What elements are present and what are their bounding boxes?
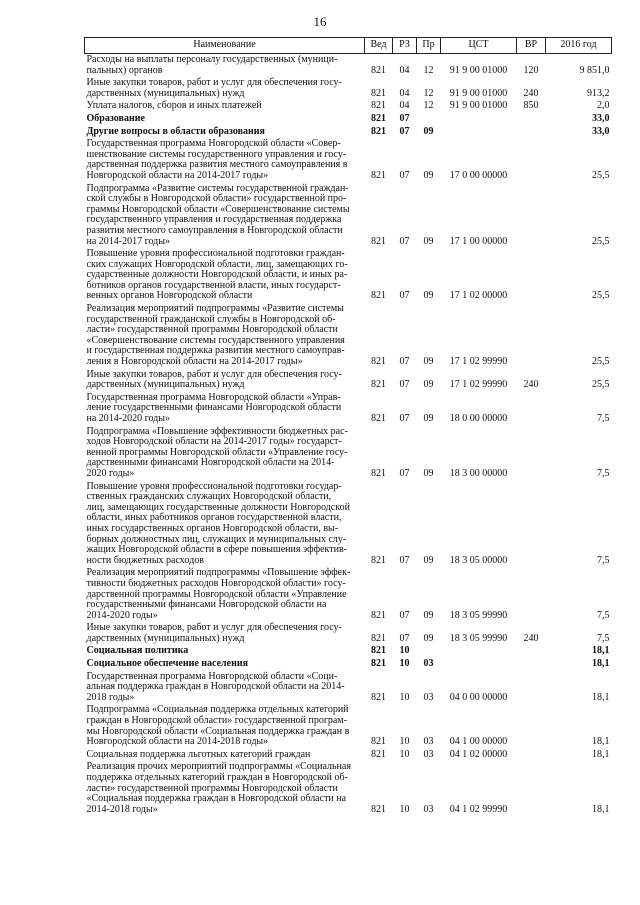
row-ved: 821 xyxy=(371,554,386,566)
row-ved: 821 xyxy=(371,379,386,391)
row-pr: 09 xyxy=(423,554,434,566)
row-pr: 09 xyxy=(423,379,434,391)
row-name: Государственная программа Новгородской области «Управ- ление государственными финансами Новгородской области на 2014-2020 годы» xyxy=(86,391,342,424)
row-ved: 821 xyxy=(371,100,386,112)
row-cst xyxy=(441,112,517,125)
row-pr: 03 xyxy=(423,803,434,815)
row-cst: 18 3 05 99990 xyxy=(449,632,508,644)
table-row xyxy=(85,760,612,815)
row-vr: 850 xyxy=(523,100,539,112)
row-name: Подпрограмма «Развитие системы государственной граждан- ской службы в Новгородской области» государственной про- граммы Новгородской области «Совершенствование системы государственного управления и государственная поддержка развития местного самоуправления в Новгородской области на 2014-2017 годы» xyxy=(86,182,350,247)
row-sum: 7,5 xyxy=(597,632,610,644)
row-name: Подпрограмма «Социальная поддержка отдельных категорий граждан в Новгородской области» государственной програм- мы Новгородской области «Социальная поддержка граждан в Новгородской области на 2014-2018 годы» xyxy=(86,704,350,748)
row-rz: 10 xyxy=(399,803,410,815)
row-sum: 18,1 xyxy=(592,691,610,703)
row-sum: 2,0 xyxy=(597,100,610,112)
row-name: Иные закупки товаров, работ и услуг для обеспечения госу- дарственных (муниципальных) нужд xyxy=(86,622,342,644)
row-sum: 913,2 xyxy=(587,87,610,99)
row-rz: 07 xyxy=(399,467,410,479)
row-vr: 120 xyxy=(523,64,539,76)
row-pr: 09 xyxy=(423,356,434,368)
row-pr: 09 xyxy=(423,413,434,424)
row-rz: 10 xyxy=(399,658,410,670)
row-sum: 25,5 xyxy=(592,235,610,247)
row-rz: 10 xyxy=(399,691,410,703)
row-rz: 04 xyxy=(399,64,410,76)
table-row xyxy=(85,425,612,480)
row-pr xyxy=(417,644,441,657)
row-ved: 821 xyxy=(371,87,386,99)
row-cst: 18 3 05 99990 xyxy=(449,609,508,621)
row-name: Иные закупки товаров, работ и услуг для обеспечения госу- дарственных (муниципальных) нужд xyxy=(86,368,342,391)
row-name: Реализация мероприятий подпрограммы «Повышение эффек- тивности бюджетных расходов Новгородской области» госу- дарственной программы Новгородской области «Управление государственными финансами Новгородской области на 2014-2020 годы» xyxy=(86,567,351,621)
table-row xyxy=(85,391,612,425)
row-pr: 03 xyxy=(423,748,434,760)
row-sum: 25,5 xyxy=(592,379,610,391)
row-sum: 7,5 xyxy=(597,413,610,424)
row-rz: 07 xyxy=(399,125,410,137)
table-row xyxy=(85,657,612,670)
row-cst: 18 3 00 00000 xyxy=(449,467,508,479)
table-row xyxy=(85,54,612,77)
row-ved: 821 xyxy=(371,748,386,760)
row-pr: 09 xyxy=(423,125,434,137)
table-row xyxy=(85,566,612,621)
row-pr: 09 xyxy=(423,169,434,181)
row-pr: 09 xyxy=(423,290,434,302)
row-name: Социальная поддержка льготных категорий граждан xyxy=(86,748,311,760)
row-rz: 07 xyxy=(399,112,410,124)
row-cst: 17 1 02 99990 xyxy=(449,356,508,368)
row-sum: 9 851,0 xyxy=(579,64,610,76)
table-row xyxy=(85,748,612,761)
row-ved: 821 xyxy=(371,413,386,424)
col-header-name: Наименование xyxy=(85,38,365,54)
col-header-rz: РЗ xyxy=(393,38,417,54)
row-name: Социальная политика xyxy=(86,645,189,657)
page-number: 16 xyxy=(313,14,327,29)
row-pr: 09 xyxy=(423,235,434,247)
budget-table xyxy=(84,37,612,815)
row-cst: 04 1 02 99990 xyxy=(449,803,508,815)
row-cst: 17 1 00 00000 xyxy=(449,235,508,247)
table-row xyxy=(85,137,612,181)
row-name: Расходы на выплаты персоналу государственных (муници- пальных) органов xyxy=(86,54,338,76)
row-vr xyxy=(517,566,546,621)
row-cst xyxy=(441,644,517,657)
row-vr xyxy=(517,302,546,368)
table-row xyxy=(85,112,612,125)
row-cst: 17 1 02 00000 xyxy=(449,290,508,302)
col-header-vr: ВР xyxy=(517,38,546,54)
row-vr xyxy=(517,480,546,567)
table-body xyxy=(85,54,612,816)
row-sum: 25,5 xyxy=(592,169,610,181)
row-cst xyxy=(441,125,517,138)
row-vr: 240 xyxy=(523,632,539,644)
row-vr xyxy=(517,391,546,425)
row-pr: 09 xyxy=(423,632,434,644)
row-name: Реализация мероприятий подпрограммы «Развитие системы государственной гражданской службы в Новгородской об- ласти» государственной программы Новгородской области «Совершенствование системы государственного управления и государственная поддержка развития местного самоуправ- ления в Новгородской области на 2014-2017 годы» xyxy=(86,303,345,368)
row-sum: 18,1 xyxy=(592,803,610,815)
row-cst: 17 1 02 99990 xyxy=(449,379,508,391)
table-row xyxy=(85,182,612,248)
row-rz: 07 xyxy=(399,632,410,644)
row-ved: 821 xyxy=(371,356,386,368)
row-sum: 18,1 xyxy=(592,748,610,760)
row-rz: 07 xyxy=(399,554,410,566)
row-vr: 240 xyxy=(523,87,539,99)
row-rz: 07 xyxy=(399,169,410,181)
table-row xyxy=(85,368,612,391)
row-rz: 10 xyxy=(399,736,410,748)
row-rz: 10 xyxy=(399,748,410,760)
row-cst: 17 0 00 00000 xyxy=(449,169,508,181)
row-name: Образование xyxy=(86,112,145,124)
row-pr: 03 xyxy=(423,736,434,748)
row-sum: 25,5 xyxy=(592,356,610,368)
row-ved: 821 xyxy=(371,658,386,670)
row-ved: 821 xyxy=(371,169,386,181)
table-row xyxy=(85,621,612,644)
row-cst: 18 3 05 00000 xyxy=(449,554,508,566)
row-rz: 07 xyxy=(399,290,410,302)
row-ved: 821 xyxy=(371,290,386,302)
row-pr: 12 xyxy=(423,64,434,76)
row-vr xyxy=(517,125,546,138)
row-cst: 91 9 00 01000 xyxy=(449,100,508,112)
row-ved: 821 xyxy=(371,112,386,124)
row-vr xyxy=(517,748,546,761)
table-row xyxy=(85,670,612,704)
row-ved: 821 xyxy=(371,235,386,247)
table-row xyxy=(85,302,612,368)
row-vr xyxy=(517,425,546,480)
row-name: Государственная программа Новгородской области «Соци- альная поддержка граждан в Новгородской области на 2014- 2018 годы» xyxy=(86,670,345,703)
table-row xyxy=(85,480,612,567)
row-vr xyxy=(517,247,546,302)
row-rz: 04 xyxy=(399,87,410,99)
row-rz: 07 xyxy=(399,609,410,621)
row-ved: 821 xyxy=(371,632,386,644)
row-sum: 7,5 xyxy=(597,554,610,566)
table-row xyxy=(85,99,612,112)
row-ved: 821 xyxy=(371,125,386,137)
row-ved: 821 xyxy=(371,803,386,815)
row-cst xyxy=(441,657,517,670)
row-rz: 07 xyxy=(399,235,410,247)
row-vr xyxy=(517,137,546,181)
row-sum: 25,5 xyxy=(592,290,610,302)
row-cst: 04 1 02 00000 xyxy=(449,748,508,760)
row-vr: 240 xyxy=(523,379,539,391)
row-sum: 18,1 xyxy=(592,645,610,657)
row-ved: 821 xyxy=(371,736,386,748)
row-vr xyxy=(517,182,546,248)
row-vr xyxy=(517,657,546,670)
row-sum: 33,0 xyxy=(592,112,610,124)
row-sum: 18,1 xyxy=(592,736,610,748)
row-name: Другие вопросы в области образования xyxy=(86,125,265,137)
row-sum: 18,1 xyxy=(592,658,610,670)
row-ved: 821 xyxy=(371,691,386,703)
row-name: Уплата налогов, сборов и иных платежей xyxy=(86,100,262,112)
col-header-ved: Вед xyxy=(365,38,393,54)
row-rz: 04 xyxy=(399,100,410,112)
row-ved: 821 xyxy=(371,64,386,76)
row-pr: 12 xyxy=(423,100,434,112)
row-vr xyxy=(517,644,546,657)
row-name: Государственная программа Новгородской области «Совер- шенствование системы государственного управления и госу- дарственная поддержка развития местного самоуправления в Новгородской области на 2014-2017 годы» xyxy=(86,138,348,181)
row-pr: 03 xyxy=(423,691,434,703)
row-name: Повышение уровня профессиональной подготовки граждан- ских служащих Новгородской области, лиц, замещающих го- сударственные должности Новгородской области, и иных ра- ботников органов государственной власти, иных государст- венных органов Новгородской области xyxy=(86,248,348,302)
row-cst: 04 1 00 00000 xyxy=(449,736,508,748)
row-sum: 7,5 xyxy=(597,467,610,479)
row-name: Иные закупки товаров, работ и услуг для обеспечения госу- дарственных (муниципальных) нужд xyxy=(86,77,342,99)
table-row xyxy=(85,76,612,99)
row-rz: 07 xyxy=(399,413,410,424)
row-ved: 821 xyxy=(371,609,386,621)
row-name: Реализация прочих мероприятий подпрограммы «Социальная поддержка отдельных категорий граждан в Новгородской об- ласти» государственной программы Новгородской области «Социальная поддержка граждан в Новгородской области на 2014-2018 годы» xyxy=(86,761,351,815)
row-pr xyxy=(417,112,441,125)
row-cst: 91 9 00 01000 xyxy=(449,87,508,99)
row-vr xyxy=(517,112,546,125)
row-ved: 821 xyxy=(371,645,386,657)
row-pr: 09 xyxy=(423,467,434,479)
row-name: Социальное обеспечение населения xyxy=(86,658,249,670)
col-header-cst: ЦСТ xyxy=(441,38,517,54)
row-pr: 12 xyxy=(423,87,434,99)
row-pr: 03 xyxy=(423,658,434,670)
table-row xyxy=(85,703,612,747)
row-vr xyxy=(517,760,546,815)
row-name: Подпрограмма «Повышение эффективности бюджетных рас- ходов Новгородской области на 2014-2017 годы» государст- венной программы Новгородской области «Управление госу- дарственными финансами Новгородской области на 2014- 2020 годы» xyxy=(86,425,348,479)
row-vr xyxy=(517,670,546,704)
table-row xyxy=(85,125,612,138)
row-name: Повышение уровня профессиональной подготовки государ- ственных гражданских служащих Новгородской области, лиц, замещающих государственные должности Новгородской области, иных работников органов государственной власти, иных государственных органов Новгородской области, вы- борных должностных лиц, служащих и муниципальных слу- жащих Новгородской области в сфере повышения эффектив- ности бюджетных расходов xyxy=(86,480,350,566)
row-vr xyxy=(517,703,546,747)
row-cst: 04 0 00 00000 xyxy=(449,691,508,703)
row-cst: 91 9 00 01000 xyxy=(449,64,508,76)
row-sum: 33,0 xyxy=(592,125,610,137)
row-rz: 07 xyxy=(399,379,410,391)
table-row xyxy=(85,247,612,302)
row-sum: 7,5 xyxy=(597,609,610,621)
row-ved: 821 xyxy=(371,467,386,479)
col-header-pr: Пр xyxy=(417,38,441,54)
row-pr: 09 xyxy=(423,609,434,621)
table-header-row xyxy=(85,38,612,54)
row-cst: 18 0 00 00000 xyxy=(449,413,508,424)
col-header-year: 2016 год xyxy=(546,38,612,54)
row-rz: 07 xyxy=(399,356,410,368)
row-rz: 10 xyxy=(399,645,410,657)
table-row xyxy=(85,644,612,657)
